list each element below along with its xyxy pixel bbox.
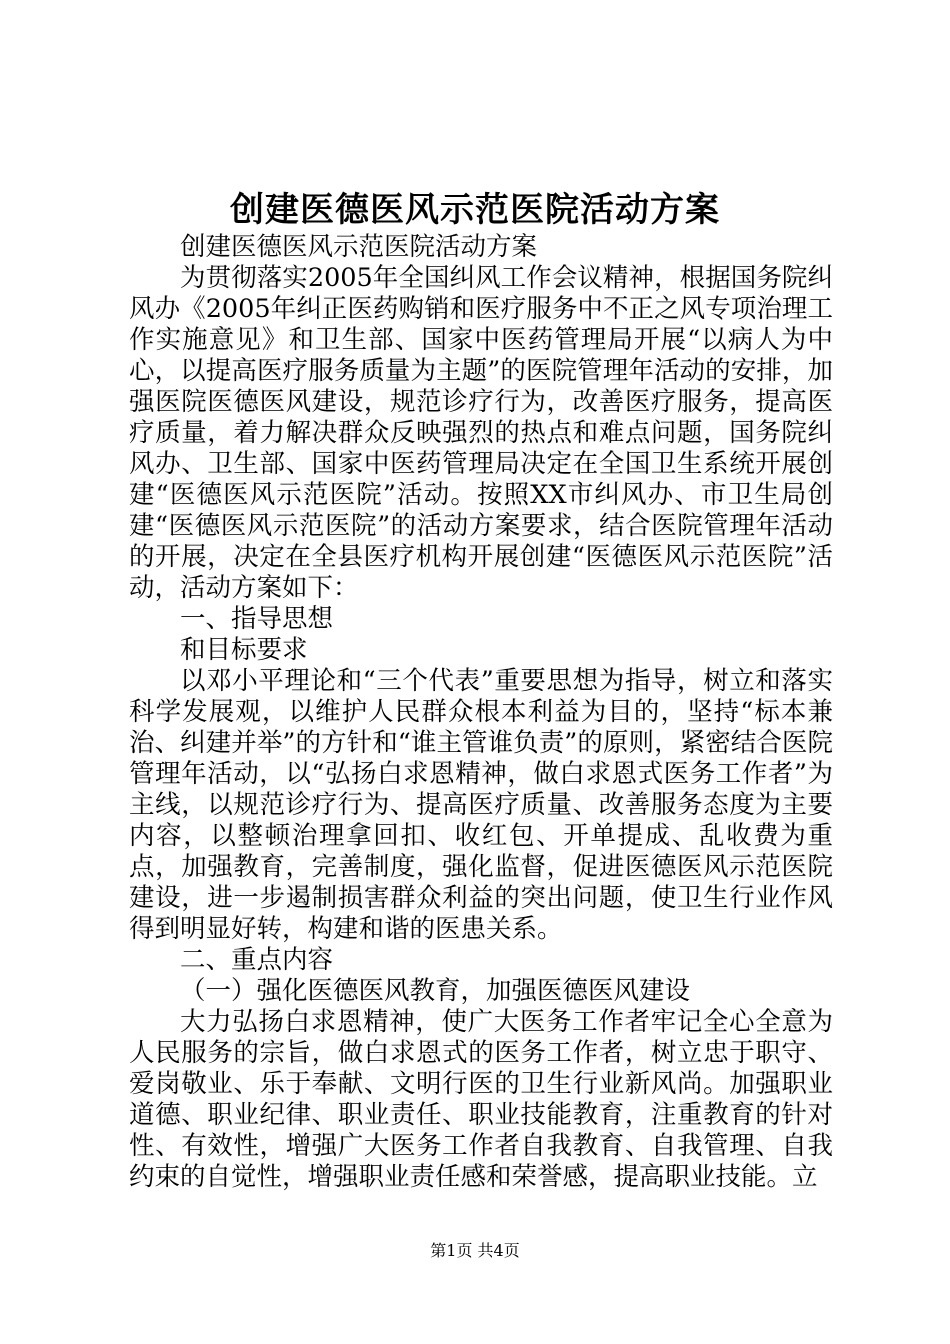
section-heading-guiding-thought: 一、指导思想 <box>180 604 334 634</box>
paragraph-intro: 为贯彻落实2005年全国纠风工作会议精神，根据国务院纠风办《2005年纠正医药购销和医疗服务中不正之风专项治理工作实施意见》和卫生部、国家中医药管理局开展“以病人为中心，以提高医疗服务质量为主题”的医院管理年活动的安排，加强医院医德医风建设，规范诊疗行为，改善医疗服务，提高医疗质量，着力解决群众反映强烈的热点和难点问题，国务院纠风办、卫生部、国家中医药管理局决定在全国卫生系统开展创建“医德医风示范医院”活动。按照XX市纠风办、市卫生局创建“医德医风示范医院”的活动方案要求，结合医院管理年活动的开展，决定在全县医疗机构开展创建“医德医风示范医院”活动，活动方案如下： <box>129 263 833 603</box>
paragraph-subtitle: 创建医德医风示范医院活动方案 <box>180 232 538 262</box>
section-heading-key-content: 二、重点内容 <box>180 945 334 975</box>
document-body <box>129 232 833 1193</box>
paragraph-ethics-education: 大力弘扬白求恩精神，使广大医务工作者牢记全心全意为人民服务的宗旨，做白求恩式的医务工作者，树立忠于职守、爱岗敬业、乐于奉献、文明行医的卫生行业新风尚。加强职业道德、职业纪律、职业责任、职业技能教育，注重教育的针对性、有效性，增强广大医务工作者自我教育、自我管理、自我约束的自觉性，增强职业责任感和荣誉感，提高职业技能。立 <box>129 1007 833 1192</box>
section-heading-goals: 和目标要求 <box>180 635 308 665</box>
subsection-heading-ethics-education: （一）强化医德医风教育，加强医德医风建设 <box>180 976 691 1006</box>
page-number-footer: 第1页 共4页 <box>430 1241 520 1260</box>
page-title: 创建医德医风示范医院活动方案 <box>230 190 720 230</box>
paragraph-guiding-thought: 以邓小平理论和“三个代表”重要思想为指导，树立和落实科学发展观，以维护人民群众根本利益为目的，坚持“标本兼治、纠建并举”的方针和“谁主管谁负责”的原则，紧密结合医院管理年活动，以“弘扬白求恩精神，做白求恩式医务工作者”为主线，以规范诊疗行为、提高医疗质量、改善服务态度为主要内容，以整顿治理拿回扣、收红包、开单提成、乱收费为重点，加强教育，完善制度，强化监督，促进医德医风示范医院建设，进一步遏制损害群众利益的突出问题，使卫生行业作风得到明显好转，构建和谐的医患关系。 <box>129 666 833 944</box>
